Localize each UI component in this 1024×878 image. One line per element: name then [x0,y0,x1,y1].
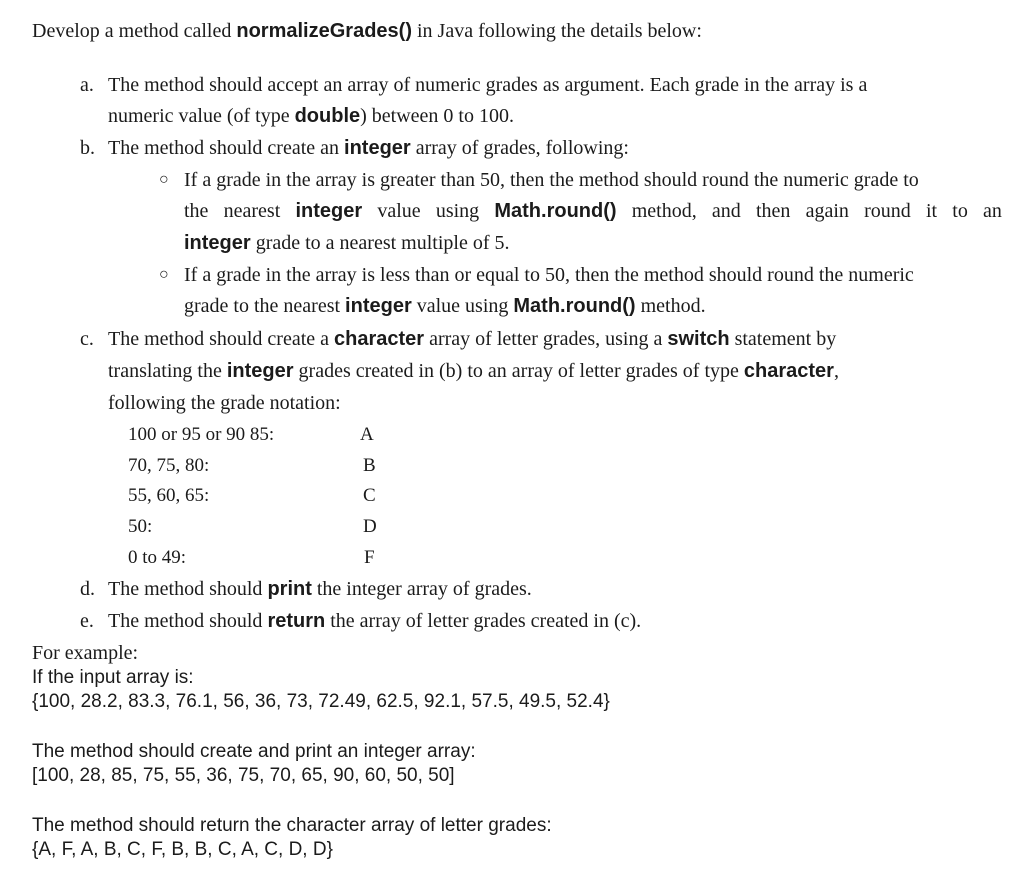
bullet1-text-end: grade to a nearest multiple of 5. [250,232,510,254]
keyword-return: return [267,610,326,632]
bullet1-line3 [184,231,510,255]
notation-letter: F [364,547,375,568]
keyword-switch: switch [667,328,730,350]
item-c-text-end: , [833,360,839,382]
item-a-marker: a. [80,74,94,96]
item-b-marker: b. [80,137,95,159]
keyword-print: print [267,578,312,600]
keyword-integer: integer [184,232,251,254]
item-b-line1 [108,136,629,160]
bullet2-text: grade to the nearest [184,295,346,317]
keyword-double: double [294,105,361,127]
bullet2-text-mid: value using [411,295,514,317]
word: the [184,200,209,222]
word: using [435,200,480,222]
word: to [952,200,968,222]
example-int-label: The method should create and print an integer array: [32,741,476,762]
word: an [983,200,1002,222]
keyword-math-round: Math.round() [494,200,617,222]
notation-letter: A [360,424,374,445]
item-c-line2 [108,359,839,383]
notation-range: 70, 75, 80: [128,455,210,476]
word: value [377,200,421,222]
notation-range: 50: [128,516,153,537]
item-d-text: The method should [108,578,268,600]
item-c-line3: following the grade notation: [108,392,341,414]
item-c-text: translating the [108,360,227,382]
item-b-text: The method should create an [108,137,345,159]
bullet-circle-icon: ○ [159,266,169,283]
notation-letter: C [363,485,376,506]
item-d-text-end: the integer array of grades. [311,578,532,600]
item-e-marker: e. [80,610,94,632]
keyword-integer: integer [345,295,412,317]
method-name: normalizeGrades() [236,20,412,42]
word: then [756,200,791,222]
item-b-text-end: array of grades, following: [410,137,629,159]
example-char-label: The method should return the character array of letter grades: [32,815,552,836]
word: again [805,200,849,222]
example-input-label: If the input array is: [32,667,194,688]
item-e-text-end: the array of letter grades created in (c). [325,610,642,632]
item-d-marker: d. [80,578,95,600]
notation-range: 55, 60, 65: [128,485,210,506]
item-a-line2 [108,104,514,128]
notation-range: 0 to 49: [128,547,187,568]
keyword-math-round: Math.round() [513,295,636,317]
bullet-circle-icon: ○ [159,171,169,188]
bullet2-line2 [184,294,706,318]
item-c-text-end: statement by [729,328,837,350]
keyword-integer: integer [295,200,363,222]
keyword-character: character [334,328,425,350]
keyword-character: character [743,360,834,382]
notation-letter: D [363,516,377,537]
intro-text-end: in Java following the details below: [411,20,702,42]
example-char-values: {A, F, A, B, C, F, B, B, C, A, C, D, D} [32,839,333,860]
example-int-values: [100, 28, 85, 75, 55, 36, 75, 70, 65, 90, 60, 50, 50] [32,765,455,786]
item-c-marker: c. [80,328,94,350]
item-d-line [108,577,532,601]
item-a-text: numeric value (of type [108,105,295,127]
bullet2-line1: If a grade in the array is less than or equal to 50, then the method should round the numeric [184,264,914,286]
example-heading: For example: [32,642,139,664]
keyword-integer: integer [344,137,411,159]
item-a-text-end: ) between 0 to 100. [360,105,514,127]
word: and [711,200,741,222]
word: method, [631,200,697,222]
word: nearest [223,200,281,222]
notation-range: 100 or 95 or 90 85: [128,424,275,445]
keyword-integer: integer [226,360,294,382]
word: it [925,200,938,222]
bullet1-line2 [184,199,1002,223]
bullet1-line1: If a grade in the array is greater than 50, then the method should round the numeric grade to [184,169,919,191]
item-a-line1: The method should accept an array of numeric grades as argument. Each grade in the array is a [108,74,868,96]
item-c-text-mid: grades created in (b) to an array of letter grades of type [293,360,744,382]
item-c-text-mid: array of letter grades, using a [424,328,668,350]
item-c-text: The method should create a [108,328,335,350]
bullet2-text-end: method. [635,295,706,317]
intro-paragraph [32,19,702,43]
item-e-text: The method should [108,610,268,632]
notation-letter: B [363,455,376,476]
item-e-line [108,609,641,633]
word: round [864,200,911,222]
intro-text: Develop a method called [32,20,237,42]
item-c-line1 [108,327,836,351]
example-input-values: {100, 28.2, 83.3, 76.1, 56, 36, 73, 72.49, 62.5, 92.1, 57.5, 49.5, 52.4} [32,691,610,712]
